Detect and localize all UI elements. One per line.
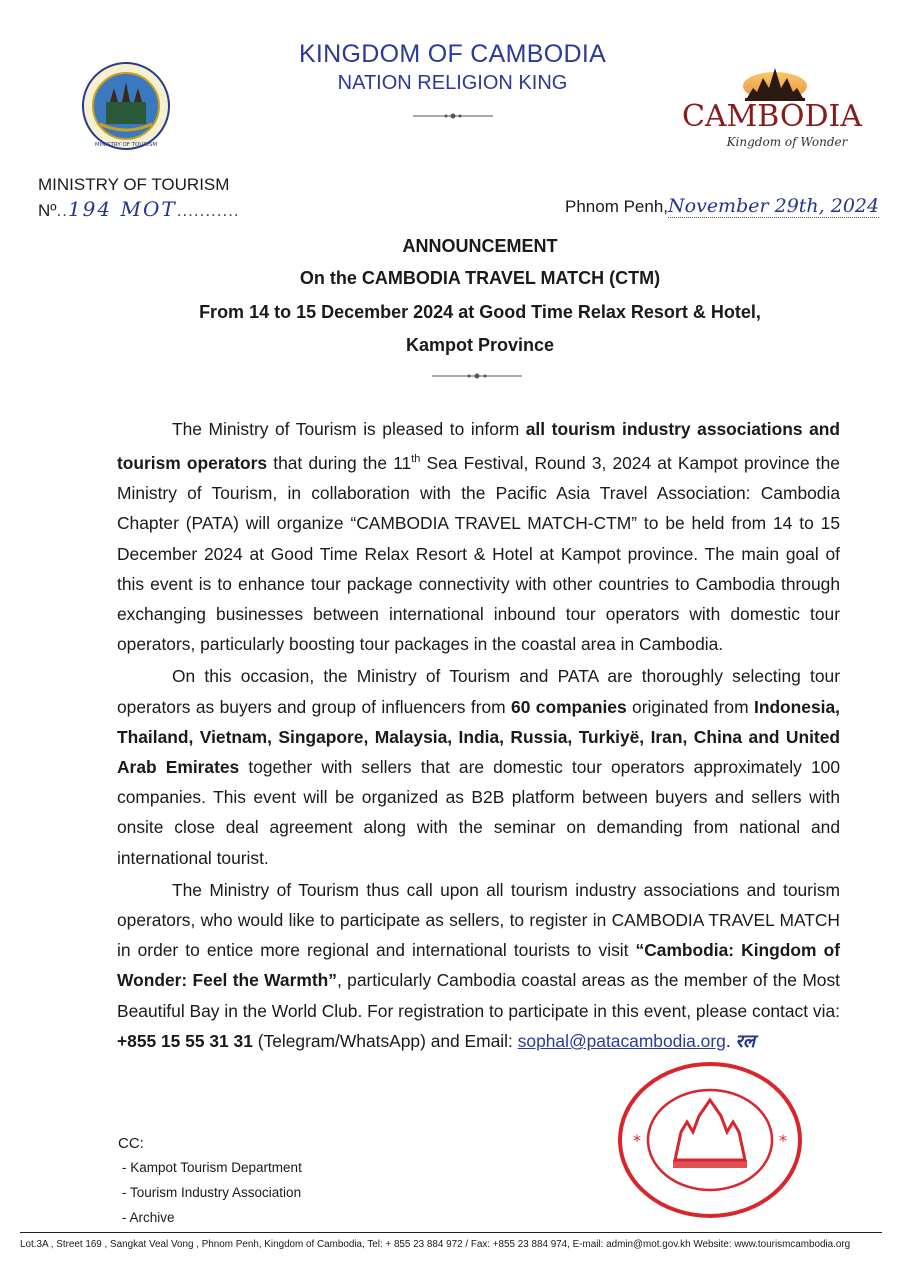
number-prefix: Nº — [38, 201, 57, 220]
initials-mark: रल — [735, 1030, 756, 1052]
svg-text:*: * — [779, 1131, 787, 1150]
paragraph-1: The Ministry of Tourism is pleased to inform all tourism industry associations and tourism operators that during the 11th Sea Festival, Round 3, 2024 at Kampot province the Ministry of Tourism, in collaboration with the Pacific Asia Travel Association: Cambodia Chapter (PATA) will organize “CAMBODIA TRAVEL MATCH-CTM” to be held from 14 to 15 December 2024 at Good Time Relax Resort & Hotel at Kampot province. The main goal of this event is to enhance tour package connectivity with other countries to Cambodia through exchanging businesses between international inbound tour operators with domestic tour operators, particularly boosting tour packages in the coastal area in Cambodia. — [117, 419, 840, 655]
footer-divider — [20, 1232, 882, 1233]
list-item: - Kampot Tourism Department — [122, 1160, 302, 1175]
ministry-label: MINISTRY OF TOURISM — [38, 175, 230, 194]
ministry-emblem-icon — [80, 60, 172, 152]
contact-email-link[interactable]: sophal@patacambodia.org — [517, 1030, 726, 1051]
date-handwritten: November 29th, 2024 — [668, 195, 880, 217]
paragraph-3: The Ministry of Tourism thus call upon all tourism industry associations and tourism operators, who would like to participate as sellers, to register in CAMBODIA TRAVEL MATCH in order to entice more regional and international tourists to visit “Cambodia: Kingdom of Wonder: Feel the Warmth”, particularly Cambodia coastal areas as the member of the Most Beautiful Bay in the World Club. For registration to participate in this event, please contact via: +855 15 55 31 31 (Telegram/WhatsApp) and Email: sophal@patacambodia.org. रल — [117, 879, 841, 1052]
emblem-caption: MINISTRY OF TOURISM — [94, 142, 158, 148]
title-line-3: From 14 to 15 December 2024 at Good Time Relax Resort & Hotel, — [199, 302, 761, 322]
cc-label: CC: — [118, 1135, 144, 1152]
title-line-2: On the CAMBODIA TRAVEL MATCH (CTM) — [299, 268, 661, 288]
header-kingdom: KINGDOM OF CAMBODIA — [298, 40, 607, 68]
number-dots: ........... — [176, 201, 240, 220]
announcement-body — [117, 414, 840, 1059]
footer-address: Lot.3A , Street 169 , Sangkat Veal Vong , Phnom Penh, Kingdom of Cambodia, Tel: + 855 23 884 972 / Fax: +855 23 884 974, E-mail: admin@mot.gov.kh Website: www.tourismcambodia.org — [20, 1239, 851, 1250]
list-item: - Tourism Industry Association — [122, 1185, 302, 1200]
brand-name: CAMBODIA — [681, 99, 863, 134]
number-handwritten: 194 MOT — [67, 197, 177, 221]
header-motto: NATION RELIGION KING — [337, 72, 568, 94]
cc-list — [122, 1160, 302, 1235]
date-line — [565, 195, 879, 217]
cambodia-brand-logo-icon — [675, 58, 870, 158]
ornament-divider-icon — [432, 372, 522, 380]
city-label: Phnom Penh, — [565, 197, 669, 216]
brand-tagline: Kingdom of Wonder — [726, 135, 848, 149]
official-seal-stamp-icon — [615, 1060, 805, 1220]
contact-phone: +855 15 55 31 31 — [117, 1030, 253, 1051]
list-item: - Archive — [122, 1210, 175, 1225]
paragraph-2: On this occasion, the Ministry of Tourism and PATA are thoroughly selecting tour operators as buyers and group of influencers from 60 companies originated from Indonesia, Thailand, Vietnam, Singapore, Malaysia, India, Russia, Turkiyë, Iran, China and United Arab Emirates together with sellers that are domestic tour operators approximately 100 companies. This event will be organized as B2B platform between buyers and sellers with onsite close deal agreement along with the seminar on demanding from national and international tourist. — [117, 666, 841, 868]
svg-text:*: * — [633, 1131, 641, 1150]
announcement-title: ANNOUNCEMENT — [402, 236, 558, 256]
ornament-divider-icon — [413, 112, 493, 120]
title-line-4: Kampot Province — [405, 335, 555, 355]
reference-number: Nº..194 MOT........... — [38, 197, 240, 221]
